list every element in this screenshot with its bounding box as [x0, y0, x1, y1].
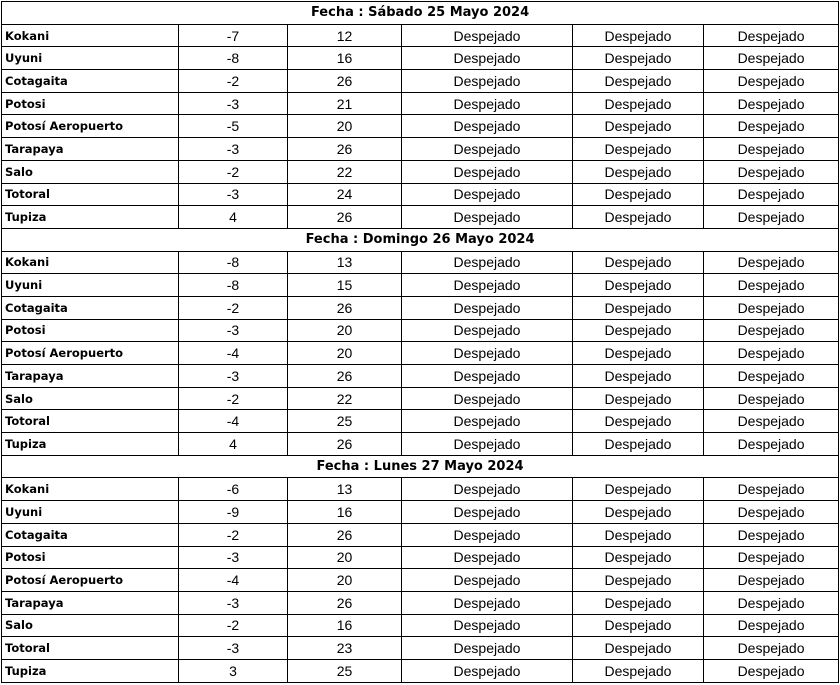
table-row — [2, 478, 839, 501]
condition-cell-1: Despejado — [402, 410, 573, 433]
condition-cell-3: Despejado — [704, 501, 839, 524]
table-row — [2, 70, 839, 93]
condition-cell-2: Despejado — [573, 47, 704, 70]
max-temp-cell: 25 — [288, 659, 402, 682]
station-name-cell: Salo — [2, 160, 179, 183]
condition-cell-2: Despejado — [573, 24, 704, 47]
min-temp-cell: -3 — [179, 183, 288, 206]
condition-cell-3: Despejado — [704, 70, 839, 93]
table-row — [2, 24, 839, 47]
min-temp-cell: -6 — [179, 478, 288, 501]
max-temp-cell: 20 — [288, 342, 402, 365]
station-name-cell: Potosí Aeropuerto — [2, 342, 179, 365]
condition-cell-3: Despejado — [704, 183, 839, 206]
min-temp-cell: -2 — [179, 523, 288, 546]
condition-cell-1: Despejado — [402, 342, 573, 365]
max-temp-cell: 15 — [288, 274, 402, 297]
condition-cell-2: Despejado — [573, 365, 704, 388]
condition-cell-2: Despejado — [573, 569, 704, 592]
condition-cell-3: Despejado — [704, 274, 839, 297]
max-temp-cell: 20 — [288, 319, 402, 342]
station-name-cell: Kokani — [2, 251, 179, 274]
condition-cell-1: Despejado — [402, 183, 573, 206]
station-name-cell: Uyuni — [2, 501, 179, 524]
table-row — [2, 501, 839, 524]
station-name-cell: Cotagaita — [2, 70, 179, 93]
condition-cell-1: Despejado — [402, 115, 573, 138]
condition-cell-2: Despejado — [573, 433, 704, 456]
table-row — [2, 92, 839, 115]
max-temp-cell: 22 — [288, 160, 402, 183]
station-name-cell: Totoral — [2, 637, 179, 660]
min-temp-cell: -3 — [179, 591, 288, 614]
condition-cell-3: Despejado — [704, 410, 839, 433]
station-name-cell: Potosí Aeropuerto — [2, 115, 179, 138]
condition-cell-1: Despejado — [402, 206, 573, 229]
station-name-cell: Tupiza — [2, 659, 179, 682]
min-temp-cell: -2 — [179, 70, 288, 93]
table-row — [2, 365, 839, 388]
table-row — [2, 319, 839, 342]
condition-cell-1: Despejado — [402, 47, 573, 70]
condition-cell-1: Despejado — [402, 365, 573, 388]
station-name-cell: Cotagaita — [2, 296, 179, 319]
condition-cell-1: Despejado — [402, 387, 573, 410]
max-temp-cell: 13 — [288, 478, 402, 501]
max-temp-cell: 23 — [288, 637, 402, 660]
min-temp-cell: -4 — [179, 342, 288, 365]
table-row — [2, 206, 839, 229]
table-row — [2, 251, 839, 274]
station-name-cell: Totoral — [2, 410, 179, 433]
table-row — [2, 342, 839, 365]
condition-cell-2: Despejado — [573, 183, 704, 206]
max-temp-cell: 20 — [288, 546, 402, 569]
date-header-row — [2, 2, 839, 25]
condition-cell-2: Despejado — [573, 478, 704, 501]
condition-cell-1: Despejado — [402, 478, 573, 501]
condition-cell-1: Despejado — [402, 569, 573, 592]
condition-cell-1: Despejado — [402, 637, 573, 660]
max-temp-cell: 24 — [288, 183, 402, 206]
forecast-table — [1, 1, 839, 683]
date-header: Fecha : Domingo 26 Mayo 2024 — [2, 228, 839, 251]
condition-cell-3: Despejado — [704, 569, 839, 592]
min-temp-cell: -3 — [179, 365, 288, 388]
station-name-cell: Tarapaya — [2, 591, 179, 614]
min-temp-cell: -2 — [179, 387, 288, 410]
max-temp-cell: 26 — [288, 591, 402, 614]
condition-cell-2: Despejado — [573, 637, 704, 660]
min-temp-cell: -5 — [179, 115, 288, 138]
station-name-cell: Tarapaya — [2, 365, 179, 388]
condition-cell-2: Despejado — [573, 251, 704, 274]
table-row — [2, 410, 839, 433]
station-name-cell: Tupiza — [2, 206, 179, 229]
station-name-cell: Tarapaya — [2, 138, 179, 161]
condition-cell-1: Despejado — [402, 251, 573, 274]
condition-cell-3: Despejado — [704, 478, 839, 501]
min-temp-cell: -3 — [179, 92, 288, 115]
station-name-cell: Kokani — [2, 24, 179, 47]
table-row — [2, 546, 839, 569]
condition-cell-3: Despejado — [704, 160, 839, 183]
condition-cell-2: Despejado — [573, 410, 704, 433]
condition-cell-3: Despejado — [704, 138, 839, 161]
max-temp-cell: 16 — [288, 47, 402, 70]
condition-cell-3: Despejado — [704, 659, 839, 682]
min-temp-cell: -4 — [179, 569, 288, 592]
station-name-cell: Salo — [2, 614, 179, 637]
min-temp-cell: -9 — [179, 501, 288, 524]
min-temp-cell: 4 — [179, 206, 288, 229]
date-header-row — [2, 228, 839, 251]
condition-cell-3: Despejado — [704, 24, 839, 47]
condition-cell-1: Despejado — [402, 659, 573, 682]
condition-cell-3: Despejado — [704, 47, 839, 70]
condition-cell-1: Despejado — [402, 546, 573, 569]
table-row — [2, 569, 839, 592]
max-temp-cell: 16 — [288, 614, 402, 637]
min-temp-cell: -8 — [179, 47, 288, 70]
table-row — [2, 614, 839, 637]
table-row — [2, 296, 839, 319]
table-row — [2, 637, 839, 660]
date-header: Fecha : Lunes 27 Mayo 2024 — [2, 455, 839, 478]
station-name-cell: Salo — [2, 387, 179, 410]
condition-cell-2: Despejado — [573, 274, 704, 297]
max-temp-cell: 26 — [288, 433, 402, 456]
min-temp-cell: -7 — [179, 24, 288, 47]
max-temp-cell: 26 — [288, 365, 402, 388]
max-temp-cell: 26 — [288, 138, 402, 161]
station-name-cell: Tupiza — [2, 433, 179, 456]
min-temp-cell: -3 — [179, 637, 288, 660]
condition-cell-3: Despejado — [704, 387, 839, 410]
condition-cell-2: Despejado — [573, 296, 704, 319]
date-header: Fecha : Sábado 25 Mayo 2024 — [2, 2, 839, 25]
min-temp-cell: -3 — [179, 546, 288, 569]
condition-cell-2: Despejado — [573, 160, 704, 183]
condition-cell-1: Despejado — [402, 160, 573, 183]
max-temp-cell: 22 — [288, 387, 402, 410]
table-row — [2, 659, 839, 682]
condition-cell-3: Despejado — [704, 591, 839, 614]
condition-cell-1: Despejado — [402, 591, 573, 614]
condition-cell-2: Despejado — [573, 501, 704, 524]
condition-cell-1: Despejado — [402, 24, 573, 47]
condition-cell-1: Despejado — [402, 296, 573, 319]
max-temp-cell: 26 — [288, 296, 402, 319]
min-temp-cell: -3 — [179, 138, 288, 161]
condition-cell-1: Despejado — [402, 319, 573, 342]
min-temp-cell: 4 — [179, 433, 288, 456]
condition-cell-2: Despejado — [573, 546, 704, 569]
condition-cell-3: Despejado — [704, 296, 839, 319]
table-row — [2, 433, 839, 456]
max-temp-cell: 26 — [288, 206, 402, 229]
station-name-cell: Kokani — [2, 478, 179, 501]
forecast-body — [2, 2, 839, 683]
date-header-row — [2, 455, 839, 478]
condition-cell-2: Despejado — [573, 70, 704, 93]
condition-cell-1: Despejado — [402, 274, 573, 297]
condition-cell-2: Despejado — [573, 614, 704, 637]
min-temp-cell: -2 — [179, 614, 288, 637]
table-row — [2, 47, 839, 70]
station-name-cell: Potosi — [2, 92, 179, 115]
condition-cell-2: Despejado — [573, 206, 704, 229]
table-row — [2, 183, 839, 206]
table-row — [2, 138, 839, 161]
min-temp-cell: -2 — [179, 160, 288, 183]
table-row — [2, 115, 839, 138]
station-name-cell: Potosi — [2, 319, 179, 342]
condition-cell-2: Despejado — [573, 659, 704, 682]
condition-cell-2: Despejado — [573, 319, 704, 342]
min-temp-cell: 3 — [179, 659, 288, 682]
station-name-cell: Potosí Aeropuerto — [2, 569, 179, 592]
condition-cell-1: Despejado — [402, 523, 573, 546]
table-row — [2, 523, 839, 546]
condition-cell-2: Despejado — [573, 138, 704, 161]
condition-cell-3: Despejado — [704, 342, 839, 365]
condition-cell-3: Despejado — [704, 614, 839, 637]
condition-cell-3: Despejado — [704, 365, 839, 388]
station-name-cell: Potosi — [2, 546, 179, 569]
condition-cell-2: Despejado — [573, 387, 704, 410]
station-name-cell: Uyuni — [2, 47, 179, 70]
station-name-cell: Uyuni — [2, 274, 179, 297]
station-name-cell: Cotagaita — [2, 523, 179, 546]
condition-cell-1: Despejado — [402, 92, 573, 115]
condition-cell-1: Despejado — [402, 501, 573, 524]
condition-cell-1: Despejado — [402, 70, 573, 93]
max-temp-cell: 26 — [288, 523, 402, 546]
table-row — [2, 160, 839, 183]
min-temp-cell: -4 — [179, 410, 288, 433]
table-row — [2, 387, 839, 410]
condition-cell-2: Despejado — [573, 342, 704, 365]
max-temp-cell: 25 — [288, 410, 402, 433]
condition-cell-1: Despejado — [402, 433, 573, 456]
max-temp-cell: 12 — [288, 24, 402, 47]
station-name-cell: Totoral — [2, 183, 179, 206]
min-temp-cell: -8 — [179, 251, 288, 274]
min-temp-cell: -2 — [179, 296, 288, 319]
max-temp-cell: 26 — [288, 70, 402, 93]
condition-cell-2: Despejado — [573, 115, 704, 138]
condition-cell-2: Despejado — [573, 92, 704, 115]
min-temp-cell: -3 — [179, 319, 288, 342]
table-row — [2, 274, 839, 297]
min-temp-cell: -8 — [179, 274, 288, 297]
max-temp-cell: 20 — [288, 569, 402, 592]
condition-cell-3: Despejado — [704, 206, 839, 229]
max-temp-cell: 21 — [288, 92, 402, 115]
max-temp-cell: 20 — [288, 115, 402, 138]
condition-cell-3: Despejado — [704, 115, 839, 138]
condition-cell-3: Despejado — [704, 523, 839, 546]
condition-cell-2: Despejado — [573, 591, 704, 614]
table-row — [2, 591, 839, 614]
max-temp-cell: 16 — [288, 501, 402, 524]
condition-cell-2: Despejado — [573, 523, 704, 546]
condition-cell-3: Despejado — [704, 92, 839, 115]
condition-cell-3: Despejado — [704, 546, 839, 569]
condition-cell-3: Despejado — [704, 433, 839, 456]
condition-cell-3: Despejado — [704, 251, 839, 274]
condition-cell-1: Despejado — [402, 138, 573, 161]
condition-cell-1: Despejado — [402, 614, 573, 637]
max-temp-cell: 13 — [288, 251, 402, 274]
condition-cell-3: Despejado — [704, 637, 839, 660]
condition-cell-3: Despejado — [704, 319, 839, 342]
